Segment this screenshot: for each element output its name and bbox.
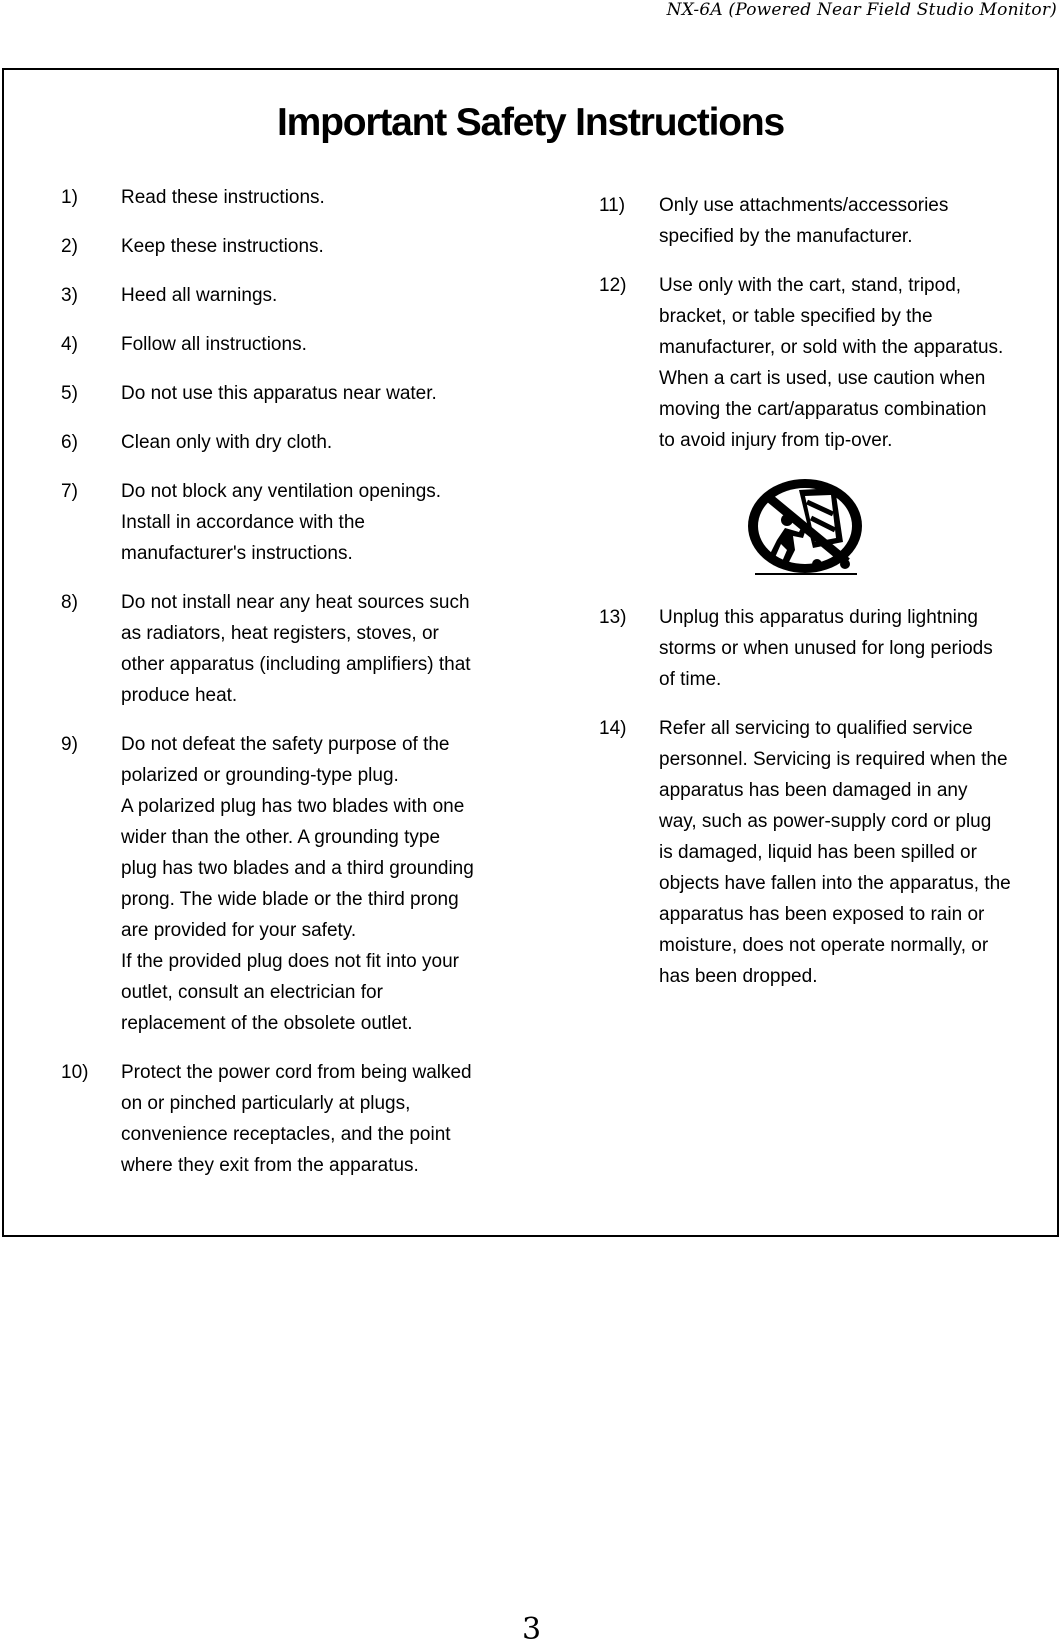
cart-tip-over-warning-icon (745, 478, 865, 583)
item-text: Read these instructions. (121, 187, 325, 208)
item-number: 1) (61, 187, 78, 208)
item-number: 5) (61, 383, 78, 404)
item-number: 12) (599, 275, 627, 296)
item-number: 7) (61, 481, 78, 502)
list-item (61, 329, 491, 360)
page-number: 3 (521, 1612, 542, 1647)
list-item (599, 602, 1029, 695)
item-text: Heed all warnings. (121, 285, 278, 306)
item-number: 6) (61, 432, 78, 453)
item-number: 9) (61, 734, 78, 755)
item-number: 2) (61, 236, 78, 257)
list-item (599, 270, 1029, 456)
item-number: 8) (61, 592, 78, 613)
item-text: Protect the power cord from being walked on or pinched particularly at plugs, convenience receptacles, and the point where they exit from the apparatus. (121, 1062, 472, 1176)
list-item (599, 713, 1029, 992)
list-item (61, 427, 491, 458)
list-item (61, 587, 491, 711)
list-item (61, 476, 491, 569)
item-number: 4) (61, 334, 78, 355)
item-text: Clean only with dry cloth. (121, 432, 333, 453)
item-text: Refer all servicing to qualified service personnel. Servicing is required when the apparatus has been damaged in any way, such as power-supply cord or plug is damaged, liquid has been spilled or objects have fallen into the apparatus, the apparatus has been exposed to rain or moisture, does not operate normally, or has been dropped. (659, 718, 1011, 987)
item-text: Keep these instructions. (121, 236, 324, 257)
item-number: 13) (599, 607, 627, 628)
item-text: Only use attachments/accessories specified by the manufacturer. (659, 195, 949, 247)
list-item (61, 378, 491, 409)
right-column (599, 190, 1029, 1010)
list-item (61, 1057, 491, 1181)
left-column (61, 182, 491, 1199)
item-number: 3) (61, 285, 78, 306)
document-header: NX-6A (Powered Near Field Studio Monitor) (666, 0, 1057, 20)
item-text: Do not block any ventilation openings. Install in accordance with the manufacturer's instructions. (121, 481, 442, 564)
page-title: Important Safety Instructions (277, 101, 784, 144)
item-number: 11) (599, 195, 626, 216)
list-item (61, 182, 491, 213)
item-text: Do not use this apparatus near water. (121, 383, 437, 404)
item-text: Do not defeat the safety purpose of the polarized or grounding-type plug. A polarized plug has two blades with one wider than the other. A grounding type plug has two blades and a third grounding prong. The wide blade or the third prong are provided for your safety. If the provided plug does not fit into your outlet, consult an electrician for replacement of the obsolete outlet. (121, 734, 474, 1034)
item-number: 10) (61, 1062, 89, 1083)
list-item (61, 280, 491, 311)
list-item (599, 190, 1029, 252)
item-text: Do not install near any heat sources such as radiators, heat registers, stoves, or other apparatus (including amplifiers) that produce heat. (121, 592, 471, 706)
item-text: Follow all instructions. (121, 334, 307, 355)
list-item (61, 231, 491, 262)
safety-instructions-box (2, 68, 1059, 1237)
item-text: Unplug this apparatus during lightning storms or when unused for long periods of time. (659, 607, 993, 690)
list-item (61, 729, 491, 1039)
item-number: 14) (599, 718, 627, 739)
item-text: Use only with the cart, stand, tripod, bracket, or table specified by the manufacturer, or sold with the apparatus. When a cart is used, use caution when moving the cart/apparatus combination to avoid injury from tip-over. (659, 275, 1004, 451)
